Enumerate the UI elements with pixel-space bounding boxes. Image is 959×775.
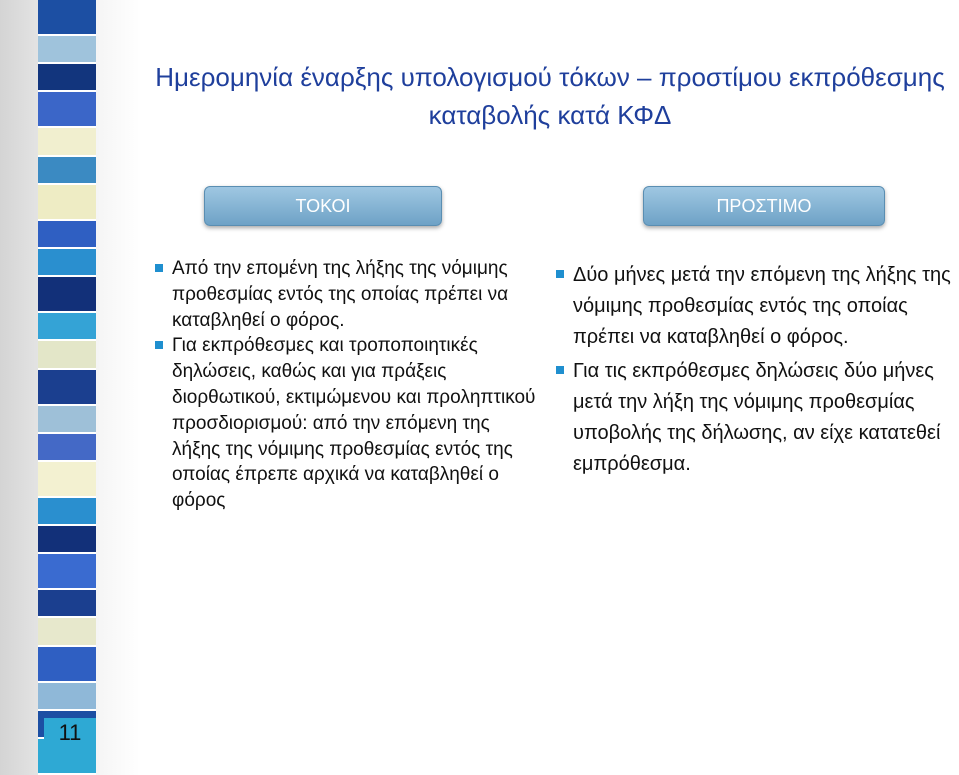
bullet-text: Δύο μήνες μετά την επόμενη της λήξης της νόμιμης προθεσμίας εντός της οποίας πρέπει να καταβληθεί ο φόρος. <box>573 264 951 348</box>
square-bullet-icon <box>155 264 163 272</box>
list-item <box>155 256 540 333</box>
square-bullet-icon <box>155 341 163 349</box>
list-item <box>155 333 540 514</box>
stripe-segment <box>38 128 96 156</box>
stripe-segment <box>38 313 96 341</box>
column-header-prostimo: ΠΡΟΣΤΙΜΟ <box>643 186 885 226</box>
stripe-segment <box>38 647 96 683</box>
stripe-segment <box>38 618 96 646</box>
bullet-text: Για τις εκπρόθεσμες δηλώσεις δύο μήνες μετά την λήξη της νόμιμης προθεσμίας υποβολής της δήλωσης, αν είχε κατατεθεί εμπρόθεσμα. <box>573 360 941 475</box>
slide-number: 11 <box>44 718 96 748</box>
stripe-segment <box>38 462 96 498</box>
prostimo-bullet-list <box>556 260 959 484</box>
stripe-segment <box>38 498 96 526</box>
tokoi-bullet-list <box>155 256 540 514</box>
decorative-stripe-bar <box>38 0 96 775</box>
slide-title: Ημερομηνία έναρξης υπολογισμού τόκων – προστίμου εκπρόθεσμης καταβολής κατά ΚΦΔ <box>155 62 945 130</box>
stripe-segment <box>38 590 96 618</box>
stripe-segment <box>38 370 96 406</box>
square-bullet-icon <box>556 366 564 374</box>
column-header-tokoi: ΤΟΚΟΙ <box>204 186 442 226</box>
bullet-text: Για εκπρόθεσμες και τροποποιητικές δηλώσεις, καθώς και για πράξεις διορθωτικού, εκτιμώμενου και προληπτικού προσδιορισμού: από την επόμενη της λήξης της νόμιμης προθεσμίας εντός της οποίας έπρεπε αρχικά να καταβληθεί ο φόρος <box>172 335 536 512</box>
stripe-segment <box>38 526 96 554</box>
list-item <box>556 356 959 479</box>
stripe-segment <box>38 64 96 92</box>
stripe-segment <box>38 341 96 369</box>
bullet-text: Από την επομένη της λήξης της νόμιμης προθεσμίας εντός της οποίας πρέπει να καταβληθεί ο φόρος. <box>172 258 509 331</box>
stripe-segment <box>38 185 96 221</box>
stripe-segment <box>38 221 96 249</box>
stripe-segment <box>38 157 96 185</box>
list-item <box>556 260 959 352</box>
stripe-segment <box>38 434 96 462</box>
stripe-segment <box>38 554 96 590</box>
stripe-segment <box>38 0 96 36</box>
stripe-segment <box>38 406 96 434</box>
stripe-segment <box>38 683 96 711</box>
stripe-segment <box>38 36 96 64</box>
stripe-segment <box>38 92 96 128</box>
square-bullet-icon <box>556 270 564 278</box>
stripe-segment <box>38 277 96 313</box>
stripe-segment <box>38 249 96 277</box>
